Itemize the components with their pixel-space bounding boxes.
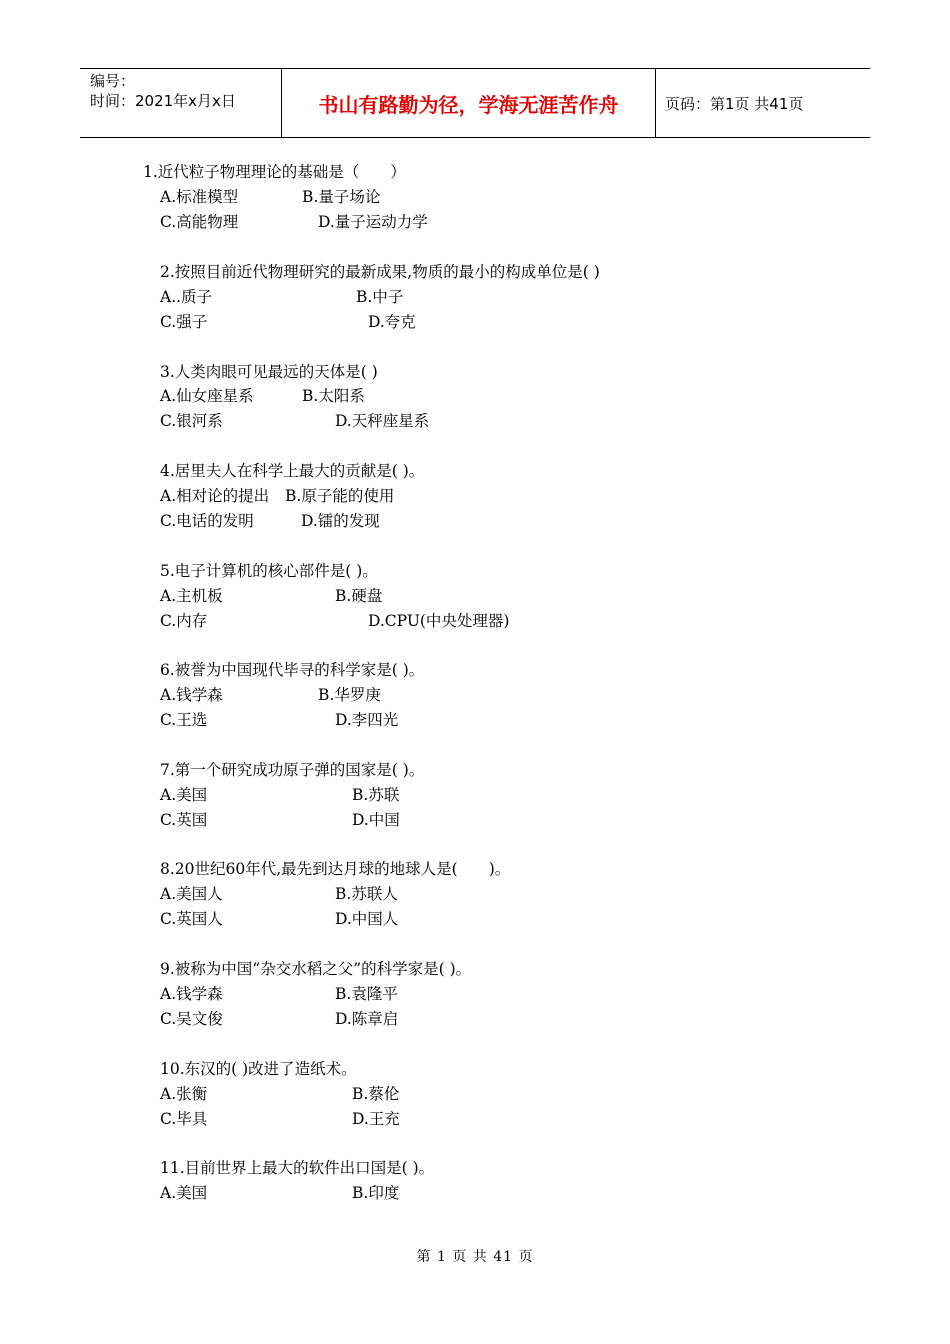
header-divider: [655, 69, 656, 137]
header-meta: [90, 71, 236, 111]
option: B.蔡伦: [352, 1085, 400, 1103]
option: A.钱学森: [160, 985, 223, 1003]
option: D.中国: [352, 811, 400, 829]
page-footer: 第 1 页 共 41 页: [416, 1249, 534, 1265]
question-stem: 3.人类肉眼可见最远的天体是( ): [160, 363, 378, 381]
page-header: [80, 68, 870, 138]
option: B.太阳系: [302, 387, 365, 405]
question-stem: 2.按照目前近代物理研究的最新成果,物质的最小的构成单位是( ): [160, 263, 600, 281]
option: B.印度: [352, 1184, 400, 1202]
question-stem: 5.电子计算机的核心部件是( )。: [160, 562, 378, 580]
option: C.强子: [160, 313, 208, 331]
header-page-info: 页码：第1页 共41页: [665, 94, 804, 113]
question-stem: 9.被称为中国“杂交水稻之父”的科学家是( )。: [160, 960, 472, 978]
option: C.毕具: [160, 1110, 208, 1128]
option: B.华罗庚: [318, 686, 381, 704]
option: C.英国人: [160, 910, 223, 928]
option: B.苏联: [352, 786, 400, 804]
option: D.天秤座星系: [335, 412, 430, 430]
option: A.美国: [160, 786, 208, 804]
option: A.主机板: [160, 587, 223, 605]
option: A.相对论的提出: [160, 487, 270, 505]
option: D.李四光: [335, 711, 399, 729]
question-stem: 1.近代粒子物理理论的基础是（ ）: [143, 163, 406, 181]
option: C.电话的发明: [160, 512, 254, 530]
time-label: 时间：2021年x月x日: [90, 92, 236, 110]
option: A.美国: [160, 1184, 208, 1202]
option: D.王充: [352, 1110, 400, 1128]
option: C.银河系: [160, 412, 223, 430]
header-motto: 书山有路勤为径，学海无涯苦作舟: [318, 92, 619, 117]
option: D.量子运动力学: [318, 213, 428, 231]
option: C.内存: [160, 612, 208, 630]
option: D.中国人: [335, 910, 399, 928]
option: A.仙女座星系: [160, 387, 254, 405]
option: A..质子: [160, 288, 213, 306]
option: B.量子场论: [302, 188, 381, 206]
question-stem: 4.居里夫人在科学上最大的贡献是( )。: [160, 462, 425, 480]
option: B.袁隆平: [335, 985, 398, 1003]
question-stem: 10.东汉的( )改进了造纸术。: [160, 1060, 357, 1078]
question-stem: 7.第一个研究成功原子弹的国家是( )。: [160, 761, 425, 779]
option: C.英国: [160, 811, 208, 829]
question-stem: 8.20世纪60年代,最先到达月球的地球人是( )。: [160, 860, 511, 878]
option: D.CPU(中央处理器): [368, 612, 510, 630]
option: B.原子能的使用: [285, 487, 395, 505]
option: C.高能物理: [160, 213, 239, 231]
option: A.张衡: [160, 1085, 208, 1103]
option: B.中子: [356, 288, 404, 306]
option: C.王选: [160, 711, 208, 729]
option: D.夸克: [368, 313, 416, 331]
option: B.苏联人: [335, 885, 398, 903]
question-stem: 11.目前世界上最大的软件出口国是( )。: [160, 1159, 435, 1177]
option: D.镭的发现: [301, 512, 380, 530]
option: A.美国人: [160, 885, 223, 903]
question-stem: 6.被誉为中国现代毕寻的科学家是( )。: [160, 661, 425, 679]
option: A.标准模型: [160, 188, 239, 206]
option: A.钱学森: [160, 686, 223, 704]
option: B.硬盘: [335, 587, 383, 605]
number-label: 编号：: [90, 72, 136, 90]
option: D.陈章启: [335, 1010, 399, 1028]
option: C.吴文俊: [160, 1010, 223, 1028]
